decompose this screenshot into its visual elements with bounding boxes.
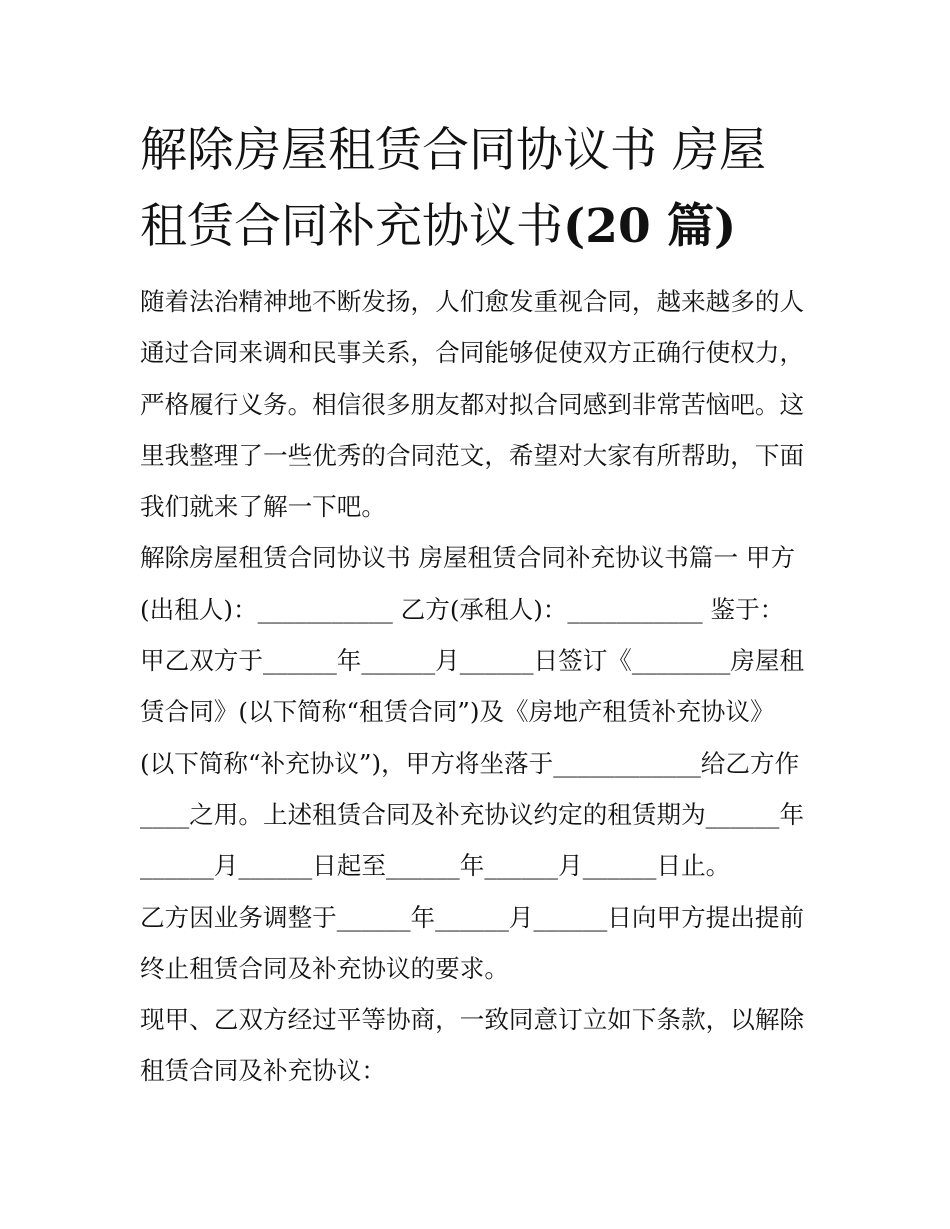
body-line: 我们就来了解一下吧。 bbox=[140, 492, 386, 522]
body-line: 现甲、乙双方经过平等协商，一致同意订立如下条款，以解除 bbox=[140, 1005, 805, 1035]
body-line: ____之用。上述租赁合同及补充协议约定的租赁期为______年 bbox=[140, 799, 805, 829]
body-line: 赁合同》(以下简称“租赁合同”)及《房地产租赁补充协议》 bbox=[140, 697, 775, 727]
body-line: 甲乙双方于______年______月______日签订《________房屋租 bbox=[140, 646, 805, 676]
title-line-1: 解除房屋租赁合同协议书 房屋 bbox=[140, 123, 766, 178]
body-line: ______月______日起至______年______月______日止。 bbox=[140, 851, 731, 881]
body-line: 严格履行义务。相信很多朋友都对拟合同感到非常苦恼吧。这 bbox=[140, 389, 805, 419]
body-line: (出租人)：___________ 乙方(承租人)：___________ 鉴于： bbox=[140, 594, 785, 624]
title-count: (20 bbox=[563, 199, 651, 254]
document-title bbox=[140, 113, 830, 265]
title-suffix: 篇) bbox=[650, 199, 737, 254]
body-line: 随着法治精神地不断发扬，人们愈发重视合同，越来越多的人 bbox=[140, 287, 805, 316]
body-line: 里我整理了一些优秀的合同范文，希望对大家有所帮助，下面 bbox=[140, 440, 805, 470]
body-line: 通过合同来调和民事关系，合同能够促使双方正确行使权力， bbox=[140, 338, 805, 368]
title-line-2 bbox=[140, 189, 830, 265]
document-body bbox=[140, 276, 830, 1097]
body-line: 租赁合同及补充协议： bbox=[140, 1056, 386, 1086]
title-line-2-text: 租赁合同补充协议书 bbox=[140, 199, 563, 254]
body-line: 终止租赁合同及补充协议的要求。 bbox=[140, 953, 509, 983]
body-line: 解除房屋租赁合同协议书 房屋租赁合同补充协议书篇一 甲方 bbox=[140, 543, 796, 573]
body-line: (以下简称“补充协议”)，甲方将坐落于____________给乙方作 bbox=[140, 748, 800, 778]
body-line: 乙方因业务调整于______年______月______日向甲方提出提前 bbox=[140, 902, 805, 932]
